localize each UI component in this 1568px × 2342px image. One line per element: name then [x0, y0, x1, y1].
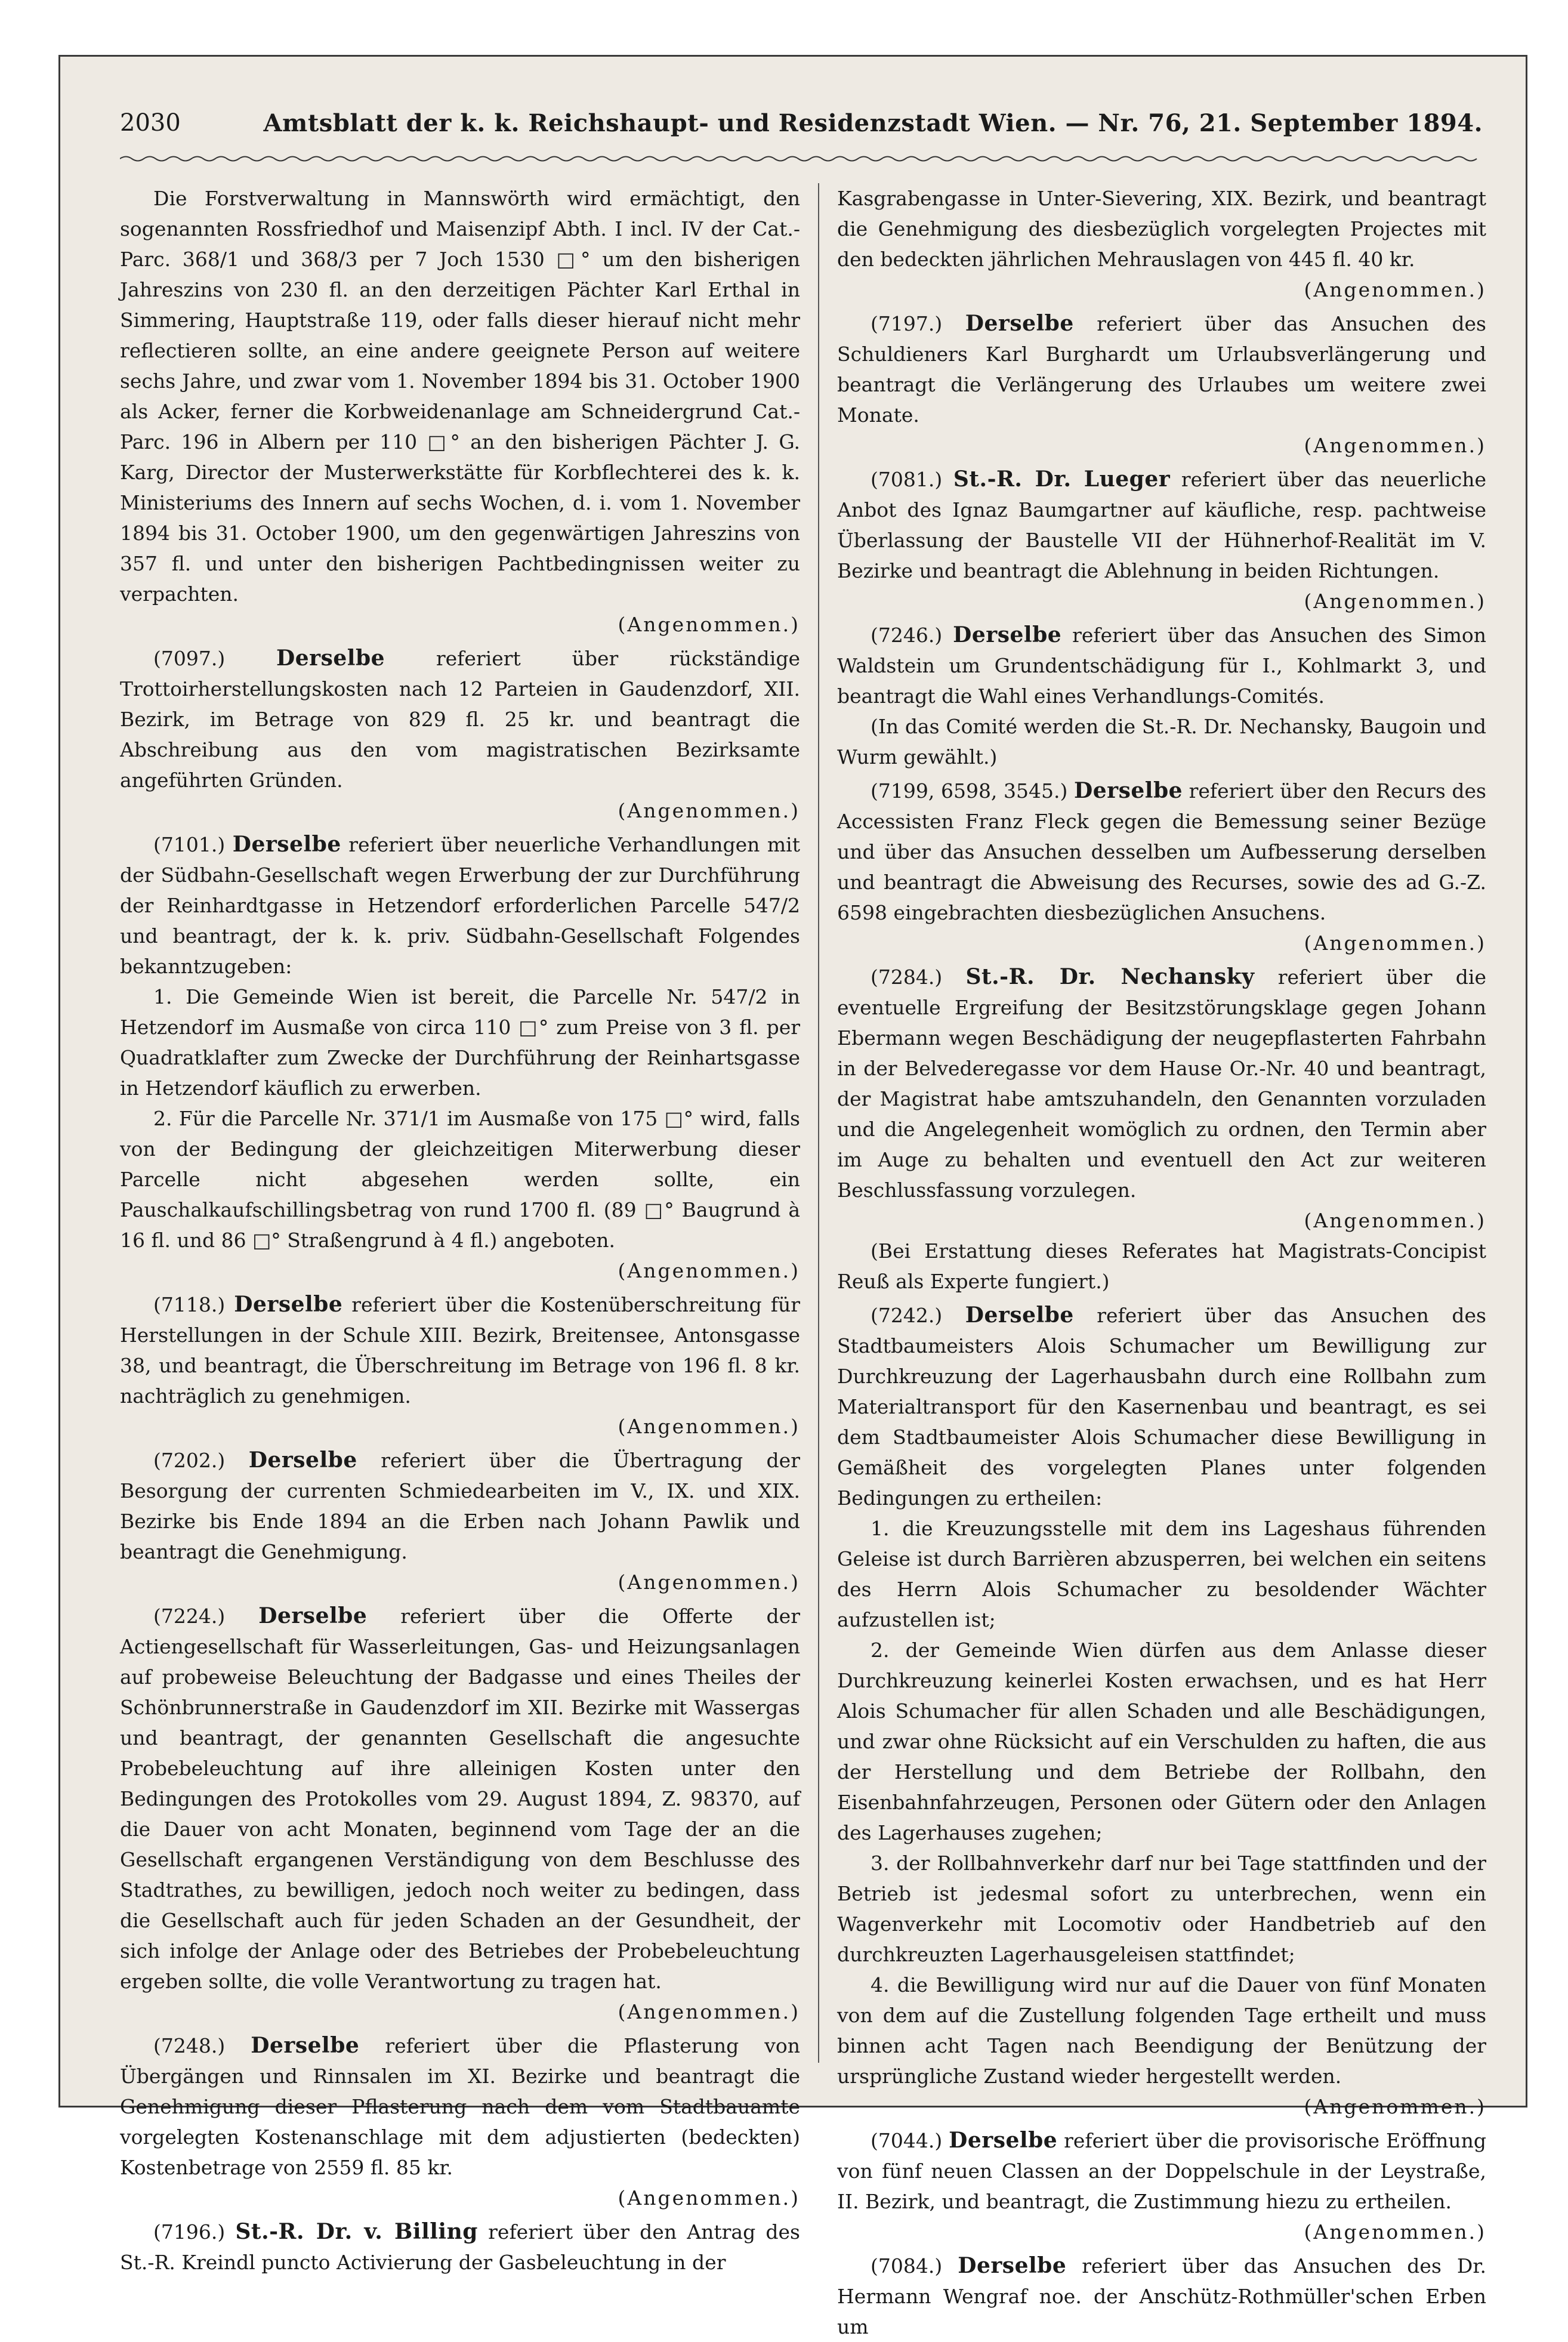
resolution: (Angenommen.): [618, 613, 800, 636]
resolution: (Angenommen.): [1304, 2095, 1486, 2118]
left-column: [120, 183, 800, 2278]
speaker: St.-R. Dr. Lueger: [953, 467, 1171, 492]
entry-7246-note: (In das Comité werden die St.-R. Dr. Nechansky, Baugoin und Wurm gewählt.): [837, 715, 1486, 769]
entry-7199: (7199, 6598, 3545.) Derselbe referiert über den Recurs des Accessisten Franz Fleck gegen die Bemessung seiner Bezüge und über das Ansuchen desselben um Aufbesserung derselben und beantragt die Abweisung des Recurses, sowie des ad G.-Z. 6598 eingebrachten diesbezüglichen Ansuchens. (Angenommen.): [837, 776, 1486, 958]
resolution: (Angenommen.): [1304, 278, 1486, 301]
entry-7196-continued: Kasgrabengasse in Unter-Sievering, XIX. Bezirk, und beantragt die Genehmigung des diesbezüglich vorgelegten Projectes mit den bedeckten jährlichen Mehrauslagen von 445 fl. 40 kr. (Angenommen.): [837, 183, 1486, 305]
speaker: Derselbe: [958, 2253, 1067, 2278]
speaker: Derselbe: [258, 1603, 368, 1628]
resolution: (Angenommen.): [1304, 1209, 1486, 1232]
column-divider: [818, 183, 819, 2063]
speaker: Derselbe: [276, 646, 385, 671]
entry-7101: (7101.) Derselbe referiert über neuerliche Verhandlungen mit der Südbahn-Gesellschaft wegen Erwerbung der zur Durchführung der Reinhardtgasse in Hetzendorf erforderlichen Parcelle 547/2 und beantragt, der k. k. priv. Südbahn-Gesellschaft Folgendes bekanntzugeben:: [120, 832, 800, 978]
entry-7224: (7224.) Derselbe referiert über die Offerte der Actiengesellschaft für Wasserleitungen, Gas- und Heizungsanlagen auf probeweise Beleuchtung der Badgasse und eines Theiles der Schönbrunnerstraße in Gaudenzdorf im XII. Bezirke mit Wassergas und beantragt, der genannten Gesellschaft die angesuchte Probebeleuchtung auf ihre alleinigen Kosten unter den Bedingungen des Protokolles vom 29. August 1894, Z. 98370, auf die Dauer von acht Monaten, beginnend vom Tage der an die Gesellschaft ergangenen Verständigung von dem Beschlusse des Stadtrathes, zu bewilligen, jedoch noch weiter zu bedingen, dass die Gesellschaft auch für jeden Schaden an der Gesundheit, der sich infolge der Anlage oder des Betriebes der Probebeleuchtung ergeben sollte, die volle Verantwortung zu tragen hat. (Angenommen.): [120, 1601, 800, 2027]
resolution: (Angenommen.): [618, 1570, 800, 1594]
entry-7242-point-4: 4. die Bewilligung wird nur auf die Dauer von fünf Monaten von dem auf die Zustellung folgenden Tage ertheilt und muss binnen acht Tagen nach Beendigung der Benützung der ursprüngliche Zustand wieder hergestellt werden. (Angenommen.): [837, 1970, 1486, 2122]
speaker: Derselbe: [248, 1448, 357, 1473]
running-title: Amtsblatt der k. k. Reichshaupt- und Residenzstadt Wien. — Nr. 76, 21. September 1894.: [263, 109, 1483, 137]
page-header: [120, 109, 1483, 145]
speaker: St.-R. Dr. v. Billing: [235, 2219, 478, 2244]
entry-7197: (7197.) Derselbe referiert über das Ansuchen des Schuldieners Karl Burghardt um Urlaubsverlängerung und beantragt die Verlängerung des Urlaubes um weitere zwei Monate. (Angenommen.): [837, 308, 1486, 461]
entry-7242: (7242.) Derselbe referiert über das Ansuchen des Stadtbaumeisters Alois Schumacher um Bewilligung zur Durchkreuzung der Lagerhausbahn durch eine Rollbahn zum Materialtransport für den Kasernenbau und beantragt, es sei dem Stadtbaumeister Alois Schumacher diese Bewilligung in Gemäßheit des vorgelegten Planes unter folgenden Bedingungen zu ertheilen:: [837, 1303, 1486, 1510]
entry-7101-point-1: 1. Die Gemeinde Wien ist bereit, die Parcelle Nr. 547/2 in Hetzendorf im Ausmaße von circa 110 □° zum Preise von 3 fl. per Quadratklafter zum Zwecke der Durchführung der Reinhartsgasse in Hetzendorf käuflich zu erwerben.: [120, 985, 800, 1100]
resolution: (Angenommen.): [1304, 590, 1486, 613]
entry-7084: (7084.) Derselbe referiert über das Ansuchen des Dr. Hermann Wengraf noe. der Anschütz-Rothmüller'schen Erben um: [837, 2253, 1486, 2338]
entry-7248: (7248.) Derselbe referiert über die Pflasterung von Übergängen und Rinnsalen im XI. Bezirke und beantragt die Genehmigung dieser Pflasterung nach dem vom Stadtbauamte vorgelegten Kostenanschlage mit dem adjustierten (bedeckten) Kostenbetrage von 2559 fl. 85 kr. (Angenommen.): [120, 2031, 800, 2213]
entry-7246: (7246.) Derselbe referiert über das Ansuchen des Simon Waldstein um Grundentschädigung für I., Kohlmarkt 3, und beantragt die Wahl eines Verhandlungs-Comités.: [837, 622, 1486, 708]
entry-7196: (7196.) St.-R. Dr. v. Billing referiert über den Antrag des St.-R. Kreindl puncto Activierung der Gasbeleuchtung in der: [120, 2219, 800, 2274]
right-column: [837, 183, 1486, 2342]
speaker: Derselbe: [949, 2128, 1058, 2153]
newspaper-page: [58, 55, 1527, 2338]
entry-7242-point-1: 1. die Kreuzungsstelle mit dem ins Lageshaus führenden Geleise ist durch Barrièren abzusperren, bei welchen ein seitens des Herrn Alois Schumacher zu besoldender Wächter aufzustellen ist;: [837, 1517, 1486, 1631]
entry-7242-point-2: 2. der Gemeinde Wien dürfen aus dem Anlasse dieser Durchkreuzung keinerlei Kosten erwachsen, und es hat Herr Alois Schumacher für allen Schaden und alle Beschädigungen, und zwar ohne Rücksicht auf ein Verschulden zu haften, die aus der Herstellung und dem Betriebe der Rollbahn, den Eisenbahnfahrzeugen, Personen oder Gütern oder den Anlagen des Lagerhauses zugehen;: [837, 1639, 1486, 1844]
resolution: (Angenommen.): [1304, 931, 1486, 955]
speaker: Derselbe: [965, 311, 1074, 336]
resolution: (Angenommen.): [618, 1259, 800, 1282]
entry-7097: (7097.) Derselbe referiert über rückständige Trottoirherstellungskosten nach 12 Parteien in Gaudenzdorf, XII. Bezirk, im Betrage von 829 fl. 25 kr. und beantragt die Abschreibung aus den vom magistratischen Bezirksamte angeführten Gründen. (Angenommen.): [120, 643, 800, 826]
speaker: Derselbe: [234, 1292, 343, 1317]
entry-7081: (7081.) St.-R. Dr. Lueger referiert über das neuerliche Anbot des Ignaz Baumgartner auf käufliche, resp. pachtweise Überlassung der Baustelle VII der Hühnerhof-Realität im V. Bezirke und beantragt die Ablehnung in beiden Richtungen. (Angenommen.): [837, 464, 1486, 616]
entry-7118: (7118.) Derselbe referiert über die Kostenüberschreitung für Herstellungen in der Schule XIII. Bezirk, Breitensee, Antonsgasse 38, und beantragt, die Überschreitung im Betrage von 196 fl. 8 kr. nachträglich zu genehmigen. (Angenommen.): [120, 1289, 800, 1442]
page-number: 2030: [120, 109, 181, 137]
entry-7242-point-3: 3. der Rollbahnverkehr darf nur bei Tage stattfinden und der Betrieb ist jedesmal sofort zu unterbrechen, wenn ein Wagenverkehr mit Locomotiv oder Handbetrieb auf den durchkreuzten Lagerhausgeleisen stattfindet;: [837, 1852, 1486, 1966]
speaker: Derselbe: [232, 832, 341, 857]
resolution: (Angenommen.): [618, 2186, 800, 2210]
speaker: Derselbe: [965, 1303, 1074, 1328]
entry-7284: (7284.) St.-R. Dr. Nechansky referiert über die eventuelle Ergreifung der Besitzstörungsklage gegen Johann Ebermann wegen Beschädigung der neugepflasterten Fahrbahn in der Belvederegasse vor dem Hause Or.-Nr. 40 und beantragt, der Magistrat habe amtszuhandeln, den Genannten vorzuladen und die Angelegenheit womöglich zu ordnen, den Termin aber im Auge zu behalten und eventuell den Act zur weiteren Beschlussfassung vorzulegen. (Angenommen.): [837, 962, 1486, 1236]
entry-7044: (7044.) Derselbe referiert über die provisorische Eröffnung von fünf neuen Classen an der Doppelschule in der Leystraße, II. Bezirk, und beantragt, die Zustimmung hiezu zu ertheilen. (Angenommen.): [837, 2125, 1486, 2247]
entry-7284-note: (Bei Erstattung dieses Referates hat Magistrats-Concipist Reuß als Experte fungiert.): [837, 1239, 1486, 1293]
speaker: Derselbe: [251, 2033, 360, 2058]
resolution: (Angenommen.): [618, 799, 800, 822]
speaker: St.-R. Dr. Nechansky: [965, 964, 1255, 989]
entry-forstverwaltung: Die Forstverwaltung in Mannswörth wird ermächtigt, den sogenannten Rossfriedhof und Maisenzipf Abth. I incl. IV der Cat.-Parc. 368/1 und 368/3 per 7 Joch 1530 □° um den bisherigen Jahreszins von 230 fl. an den derzeitigen Pächter Karl Erthal in Simmering, Hauptstraße 119, oder falls dieser hierauf nicht mehr reflectieren sollte, an eine andere geeignete Person auf weitere sechs Jahre, und zwar vom 1. November 1894 bis 31. October 1900 als Acker, ferner die Korbweidenanlage am Schneidergrund Cat.-Parc. 196 in Albern per 110 □° an den bisherigen Pächter J. G. Karg, Director der Musterwerkstätte für Korbflechterei des k. k. Ministeriums des Innern auf sechs Wochen, d. i. vom 1. November 1894 bis 31. October 1900, um den gegenwärtigen Jahreszins von 357 fl. und unter den bisherigen Pachtbedingnissen weiter zu verpachten. (Angenommen.): [120, 183, 800, 640]
entry-7101-point-2: 2. Für die Parcelle Nr. 371/1 im Ausmaße von 175 □° wird, falls von der Bedingung der gleichzeitigen Miterwerbung dieser Parcelle nicht abgesehen werden sollte, ein Pauschalkaufschillingsbetrag von rund 1700 fl. (89 □° Baugrund à 16 fl. und 86 □° Straßengrund à 4 fl.) angeboten. (Angenommen.): [120, 1103, 800, 1286]
resolution: (Angenommen.): [618, 2000, 800, 2023]
speaker: Derselbe: [953, 622, 1062, 647]
speaker: Derselbe: [1074, 778, 1183, 803]
resolution: (Angenommen.): [1304, 2220, 1486, 2244]
wavy-rule: [120, 155, 1483, 163]
resolution: (Angenommen.): [1304, 434, 1486, 457]
entry-7202: (7202.) Derselbe referiert über die Übertragung der Besorgung der currenten Schmiedearbeiten im V., IX. und XIX. Bezirke bis Ende 1894 an die Erben nach Johann Pawlik und beantragt die Genehmigung. (Angenommen.): [120, 1445, 800, 1597]
resolution: (Angenommen.): [618, 1415, 800, 1438]
